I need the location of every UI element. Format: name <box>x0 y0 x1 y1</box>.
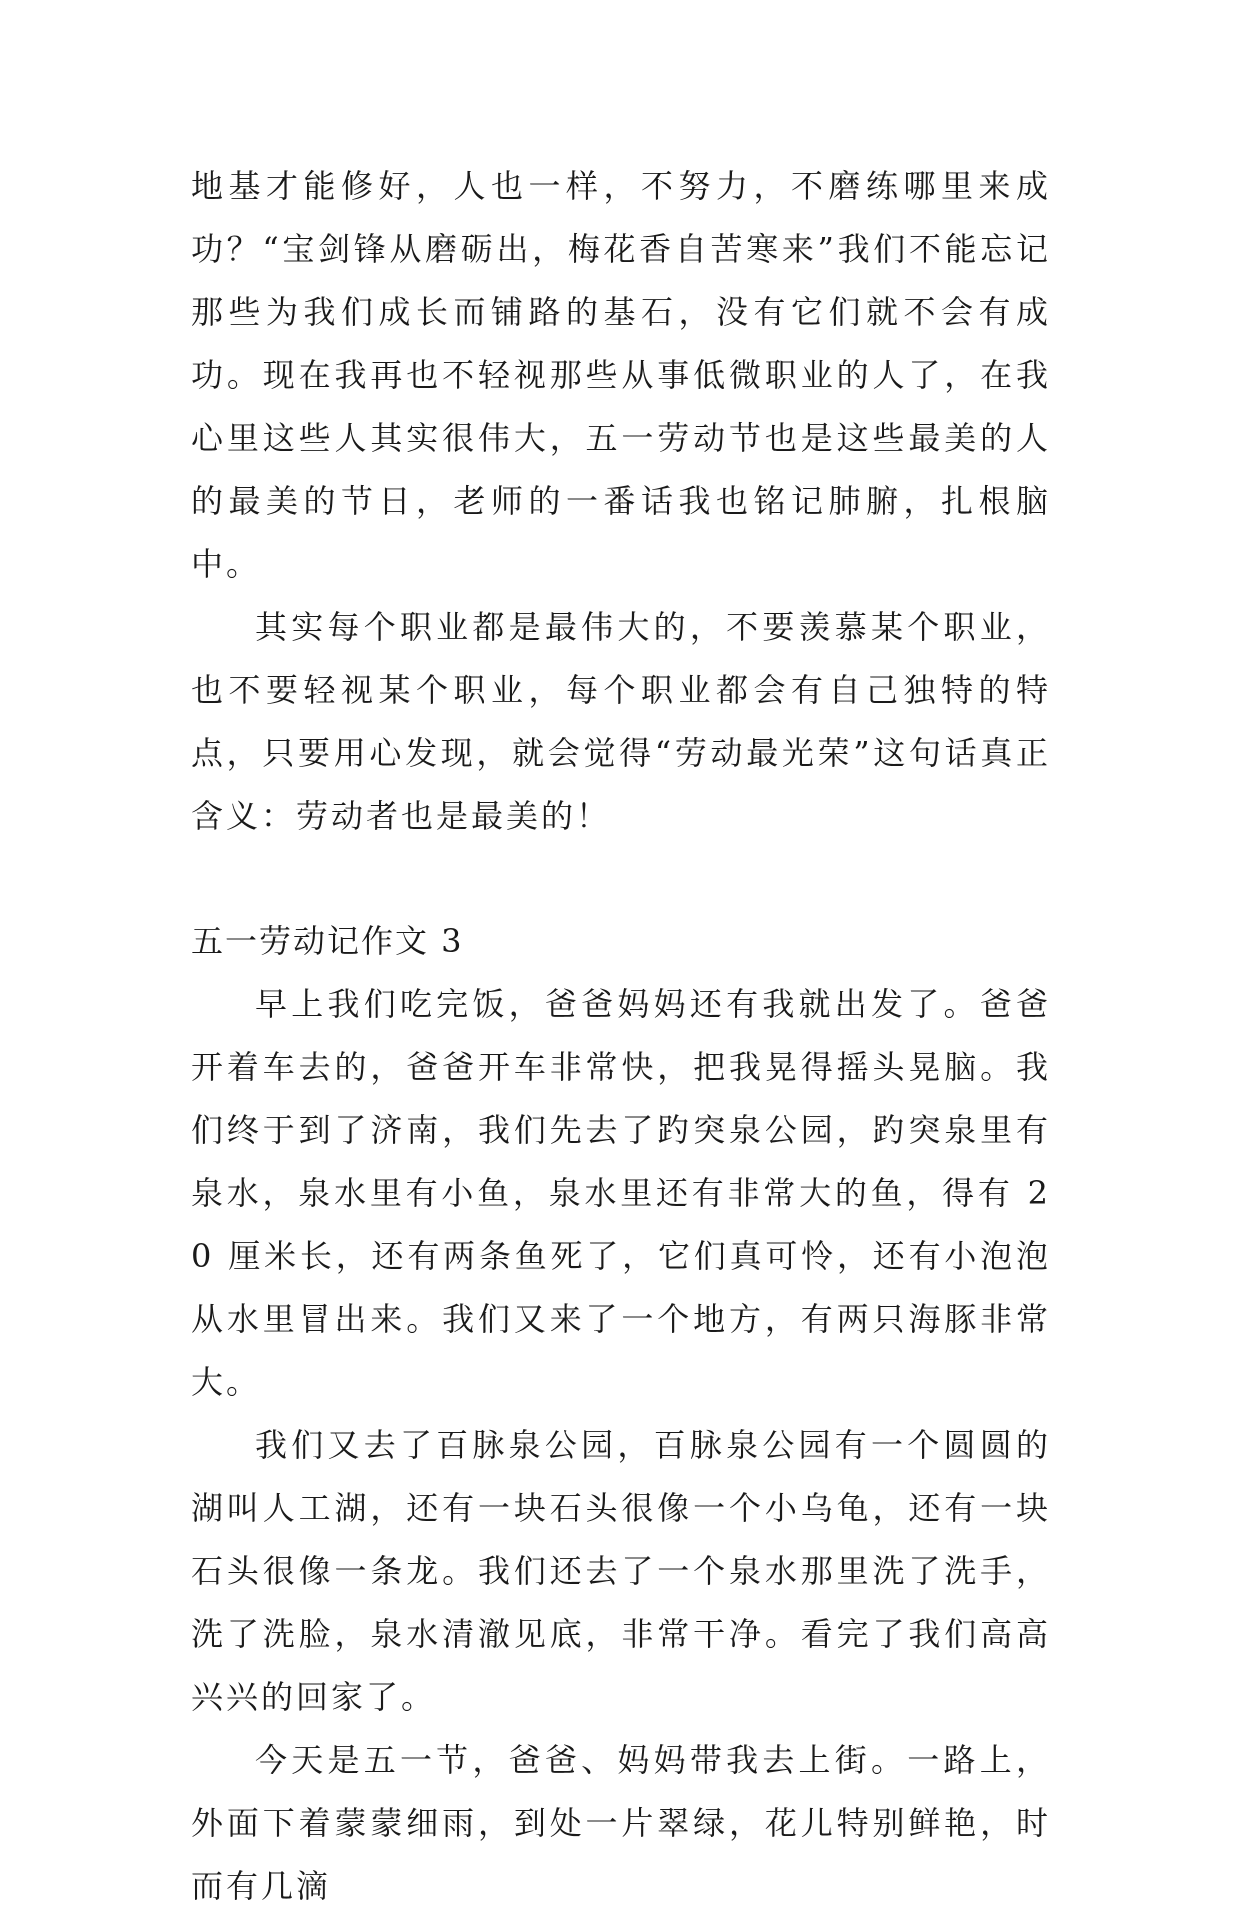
paragraph: 早上我们吃完饭，爸爸妈妈还有我就出发了。爸爸开着车去的，爸爸开车非常快，把我晃得摇头晃脑。我们终于到了济南，我们先去了趵突泉公园，趵突泉里有泉水，泉水里有小鱼，泉水里还有非常大的鱼，得有 20 厘米长，还有两条鱼死了，它们真可怜，还有小泡泡从水里冒出来。我们又来了一个地方，有两只海豚非常大。 <box>191 985 1051 1401</box>
paragraph: 地基才能修好，人也一样，不努力，不磨练哪里来成功？“宝剑锋从磨砺出，梅花香自苦寒来”我们不能忘记那些为我们成长而铺路的基石，没有它们就不会有成功。现在我再也不轻视那些从事低微职业的人了，在我心里这些人其实很伟大，五一劳动节也是这些最美的人的最美的节日，老师的一番话我也铭记肺腑，扎根脑中。 <box>191 167 1051 583</box>
paragraph: 其实每个职业都是最伟大的，不要羡慕某个职业，也不要轻视某个职业，每个职业都会有自己独特的特点，只要用心发现，就会觉得“劳动最光荣”这句话真正含义：劳动者也是最美的！ <box>191 608 1051 835</box>
paragraph: 我们又去了百脉泉公园，百脉泉公园有一个圆圆的湖叫人工湖，还有一块石头很像一个小乌龟，还有一块石头很像一条龙。我们还去了一个泉水那里洗了洗手，洗了洗脸，泉水清澈见底，非常干净。看完了我们高高兴兴的回家了。 <box>191 1426 1051 1716</box>
section-title: 五一劳动记作文 3 <box>191 922 464 960</box>
document-body <box>191 155 1051 1918</box>
paragraph: 今天是五一节，爸爸、妈妈带我去上街。一路上，外面下着蒙蒙细雨，到处一片翠绿，花儿特别鲜艳，时而有几滴 <box>191 1741 1051 1905</box>
